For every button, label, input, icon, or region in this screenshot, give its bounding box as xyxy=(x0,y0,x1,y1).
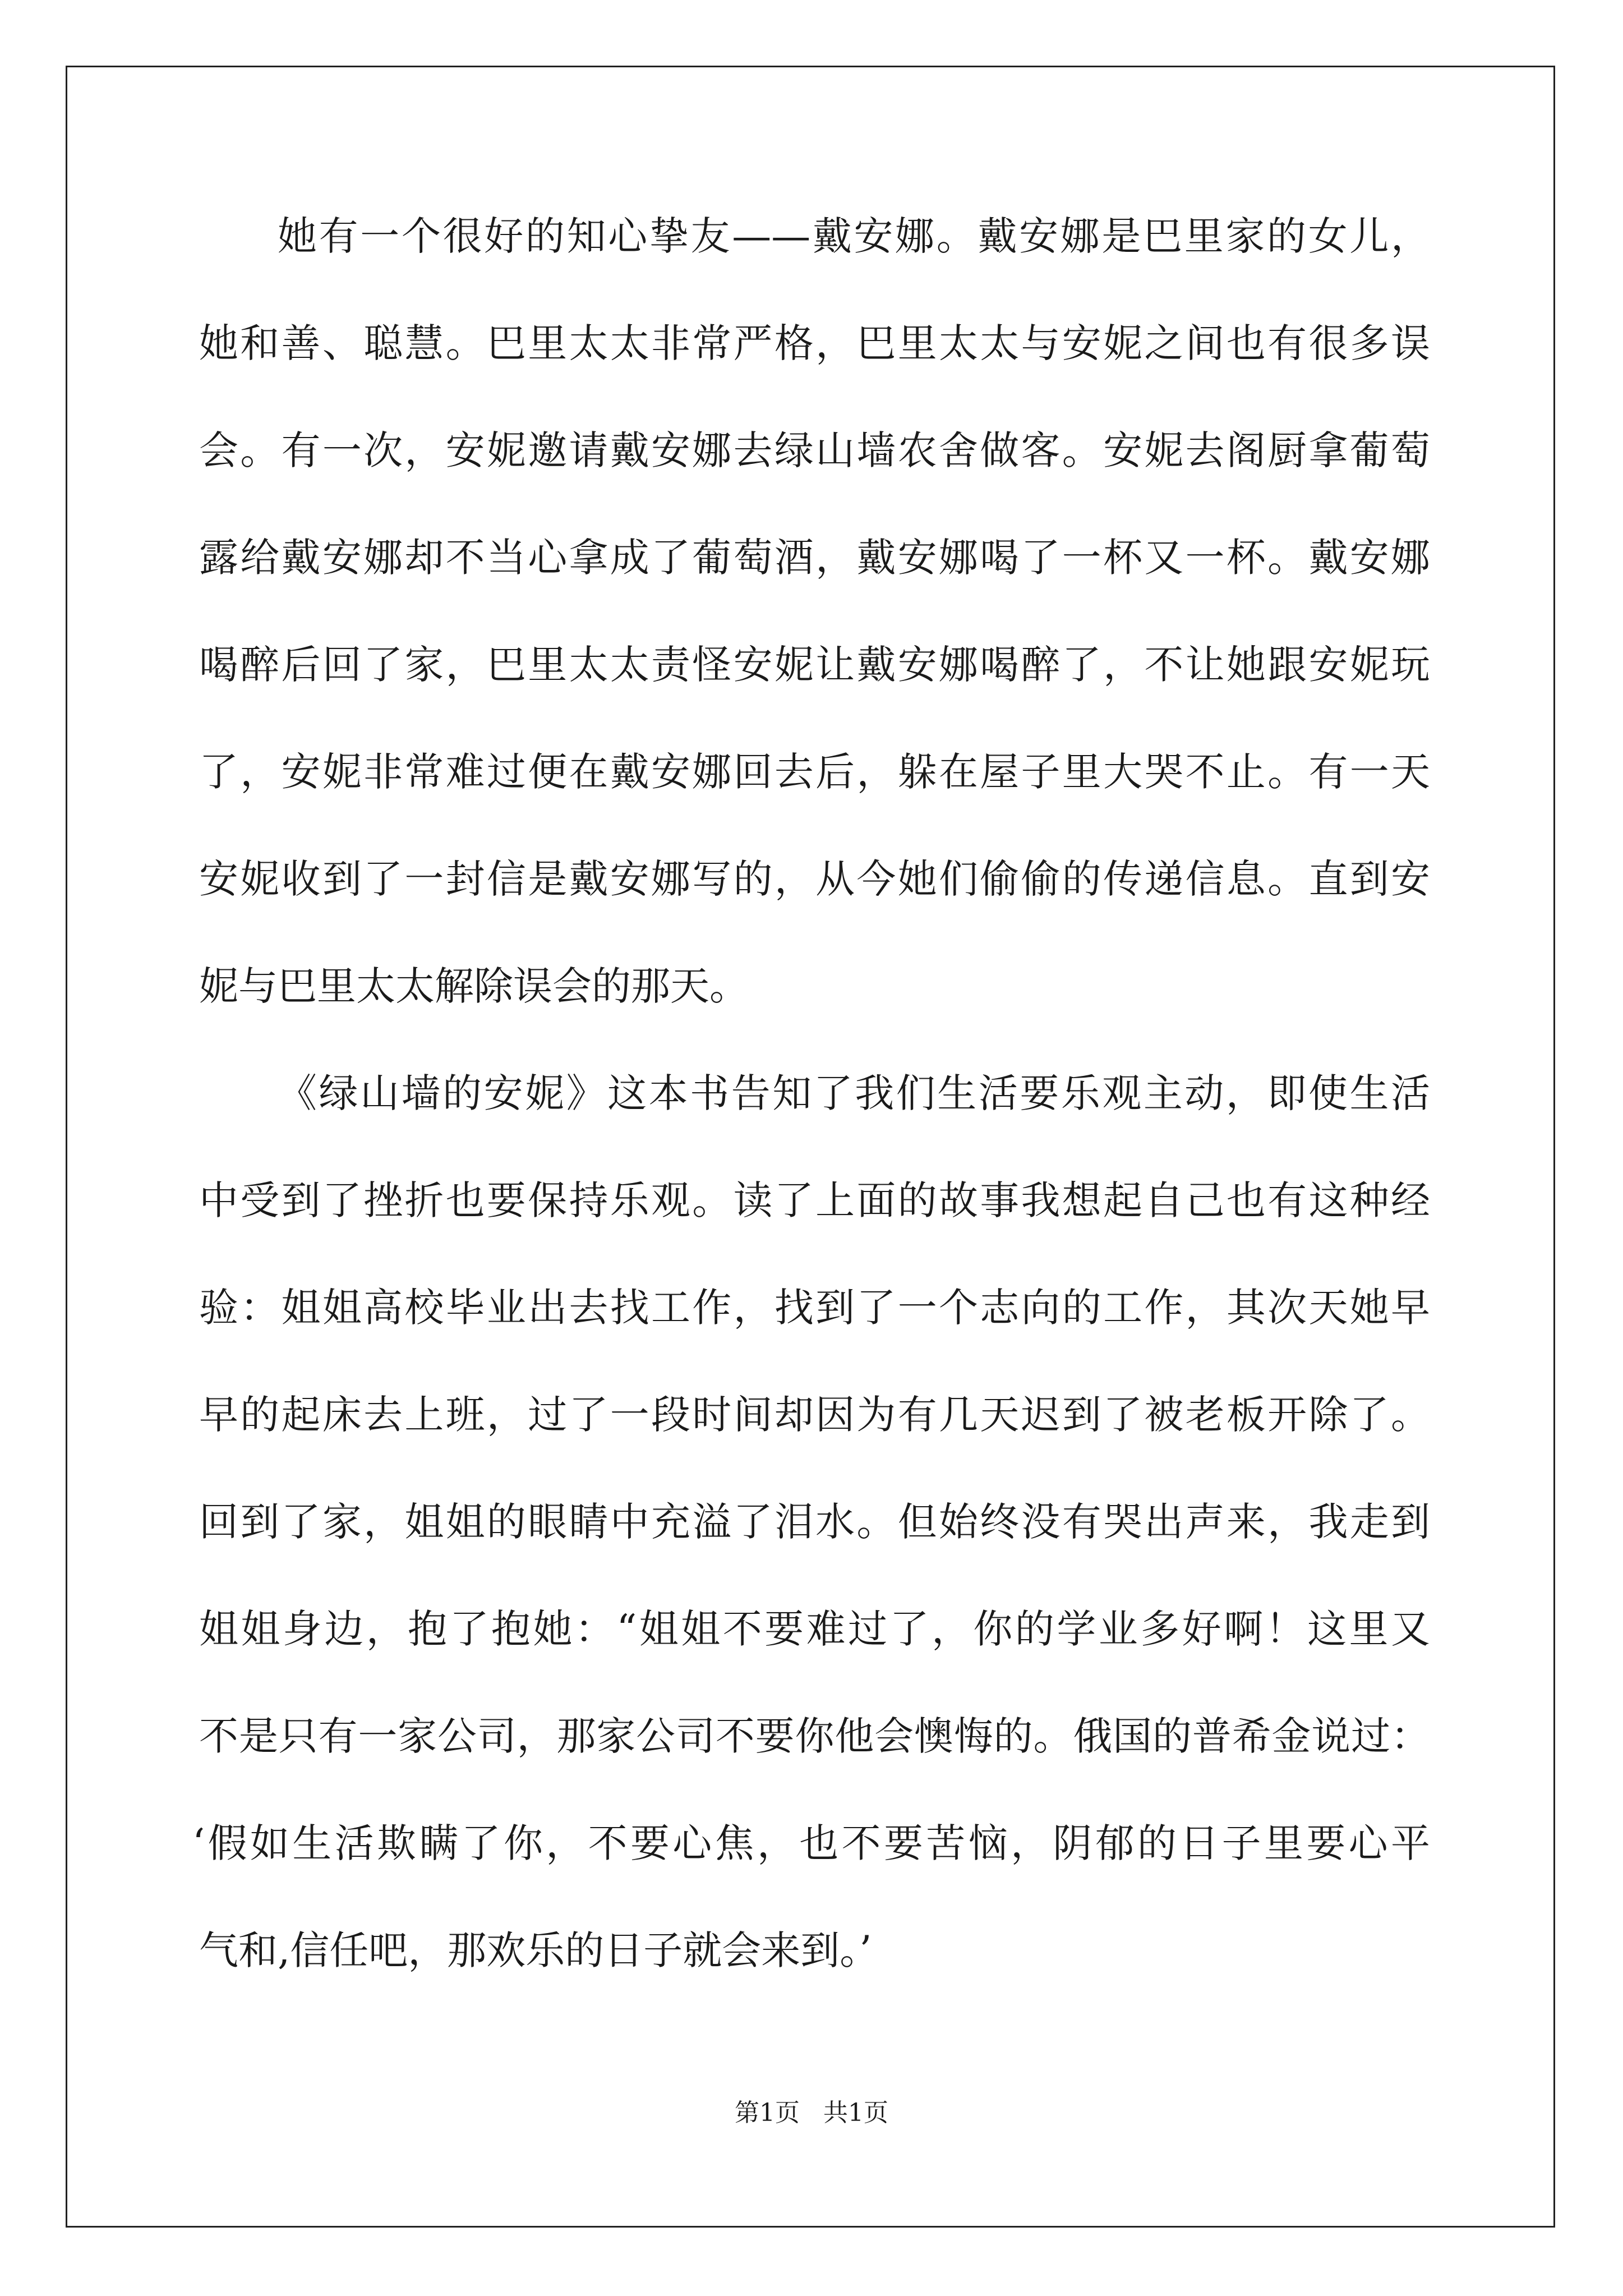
text-line: 安妮收到了一封信是戴安娜写的，从今她们偷偷的传递信息。直到安 xyxy=(199,856,1430,902)
text-line: 中受到了挫折也要保持乐观。读了上面的故事我想起自己也有这种经 xyxy=(199,1177,1430,1223)
text-line: 她有一个很好的知心挚友——戴安娜。戴安娜是巴里家的女儿， xyxy=(278,213,1430,259)
text-line: 喝醉后回了家，巴里太太责怪安妮让戴安娜喝醉了，不让她跟安妮玩 xyxy=(199,642,1430,688)
text-line: 早的起床去上班，过了一段时间却因为有几天迟到了被老板开除了。 xyxy=(199,1392,1430,1438)
text-line: 了，安妮非常难过便在戴安娜回去后，躲在屋子里大哭不止。有一天 xyxy=(199,749,1430,795)
paragraph-1 xyxy=(199,213,1430,1074)
document-body xyxy=(192,213,1430,2038)
text-line: 气和,信任吧，那欢乐的日子就会来到。’ xyxy=(199,1927,872,1973)
text-line: 她和善、聪慧。巴里太太非常严格，巴里太太与安妮之间也有很多误 xyxy=(199,320,1430,366)
text-line: 露给戴安娜却不当心拿成了葡萄酒，戴安娜喝了一杯又一杯。戴安娜 xyxy=(199,535,1430,581)
text-line: 《绿山墙的安妮》这本书告知了我们生活要乐观主动，即使生活 xyxy=(278,1070,1430,1116)
page-footer: 第1页 共1页 xyxy=(735,2099,888,2127)
text-line: 姐姐身边，抱了抱她：“姐姐不要难过了，你的学业多好啊！这里又 xyxy=(199,1606,1430,1652)
text-line: 验：姐姐高校毕业出去找工作，找到了一个志向的工作，其次天她早 xyxy=(199,1285,1430,1331)
text-line: 不是只有一家公司，那家公司不要你他会懊悔的。俄国的普希金说过： xyxy=(199,1713,1430,1759)
text-line: 回到了家，姐姐的眼睛中充溢了泪水。但始终没有哭出声来，我走到 xyxy=(199,1499,1430,1545)
paragraph-2 xyxy=(192,1070,1430,2038)
text-line: 妮与巴里太太解除误会的那天。 xyxy=(199,963,749,1009)
text-line: 会。有一次，安妮邀请戴安娜去绿山墙农舍做客。安妮去阁厨拿葡萄 xyxy=(199,427,1430,473)
text-line: ‘假如生活欺瞒了你，不要心焦，也不要苦恼，阴郁的日子里要心平 xyxy=(192,1820,1430,1866)
